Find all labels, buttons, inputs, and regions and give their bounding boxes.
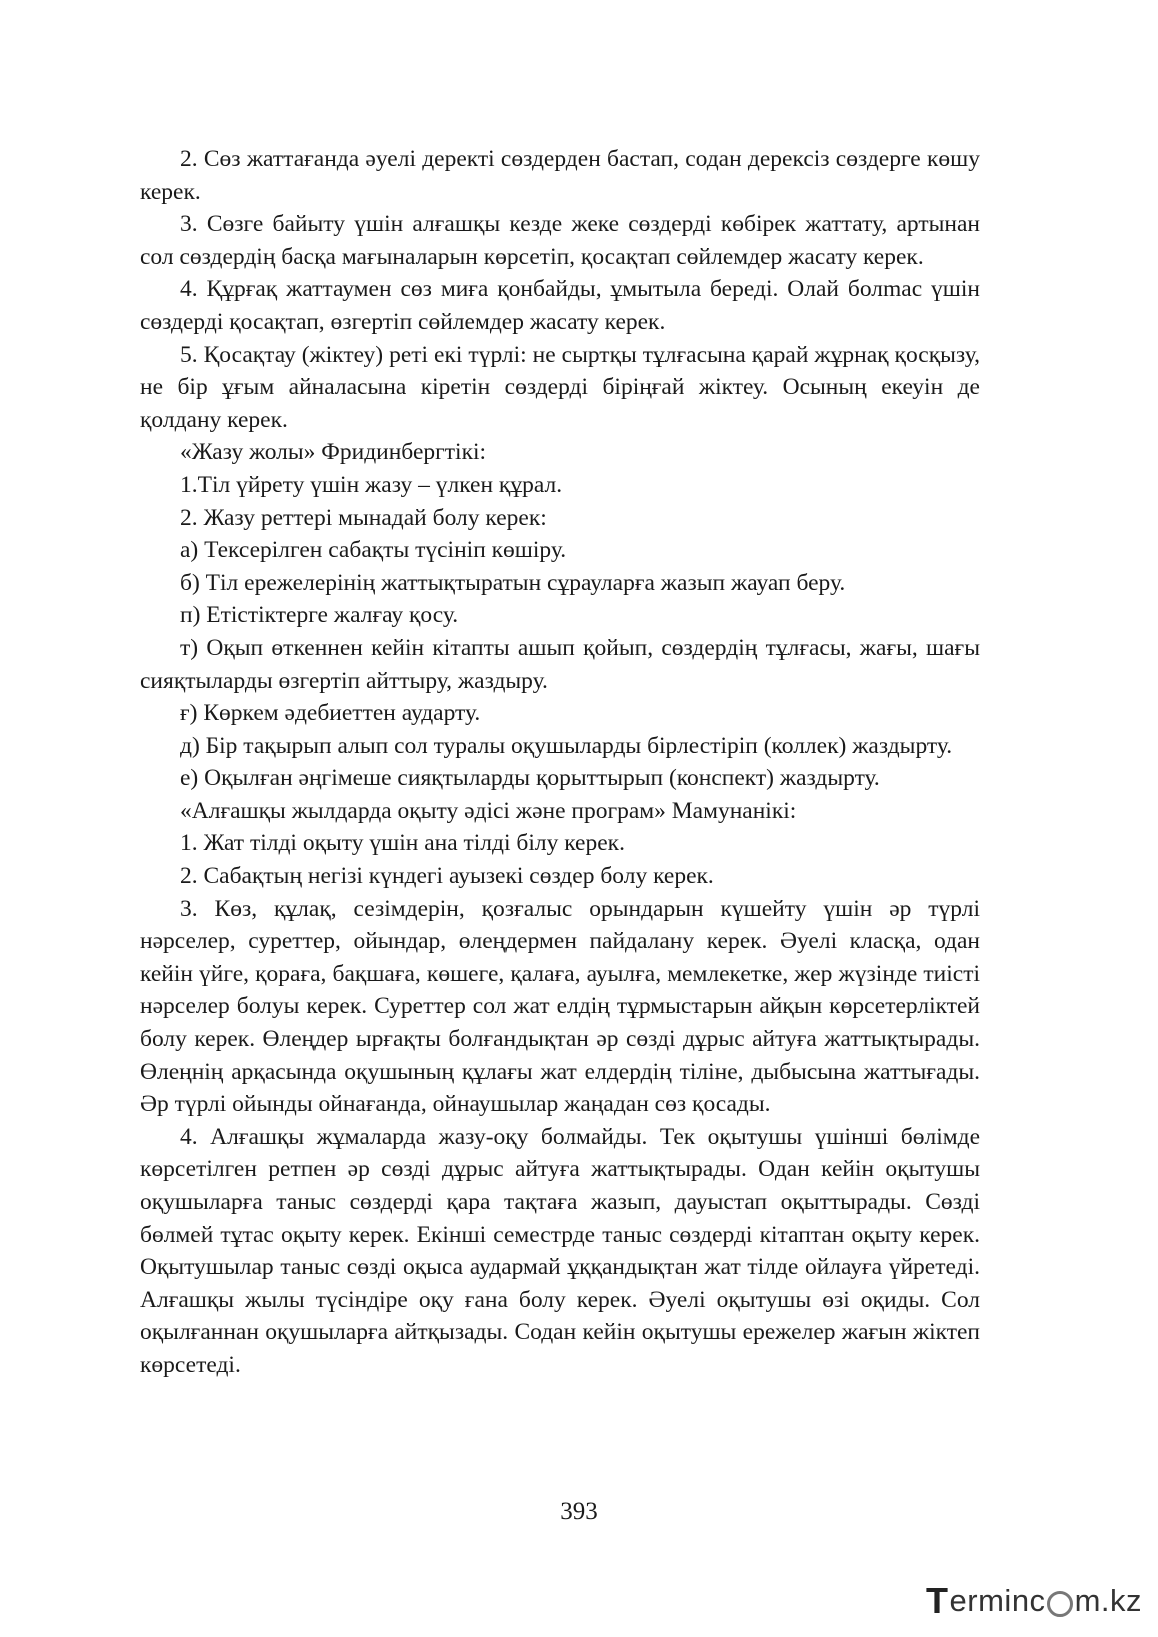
watermark-text-part1: erminc	[949, 1583, 1046, 1618]
paragraph-5: «Жазу жолы» Фридинбергтікі:	[180, 439, 487, 466]
paragraph-4: 5. Қосақтау (жіктеу) реті екі түрлі: не сыртқы тұлғасына қарай жұрнақ қосқызу, не бір ұғым айналасына кіретін сөздерді біріңғай жіктеу. Осының екеуін де қолдану керек.	[140, 341, 980, 433]
paragraph-10: п) Етістіктерге жалғау қосу.	[180, 602, 459, 629]
paragraph-19: 4. Алғашқы жұмаларда жазу-оқу болмайды. Тек оқытушы үшінші бөлімде көрсетілген ретпен әр сөзді дұрыс айтуға жаттықтырады. Одан кейін оқытушы оқушыларға таныс сөздерді қара тақтаға жазып, дауыстап оқыттырады. Сөзді бөлмей тұтас оқыту керек. Екінші семестрде таныс сөздерді кітаптан оқыту керек. Оқытушылар таныс сөзді оқыса аудармай ұққандықтан жат тілде ойлауға үйретеді. Алғашқы жылы түсіндіре оқу ғана болу керек. Әуелі оқытушы өзі оқиды. Сол оқылғаннан оқушыларға айтқызады. Содан кейін оқытушы ережелер жағын жіктеп көрсетеді.	[140, 1123, 980, 1378]
paragraph-11: т) Оқып өткеннен кейін кітапты ашып қойып, сөздердің тұлғасы, жағы, шағы сияқтыларды өзгертіп айттыру, жаздыру.	[140, 634, 980, 694]
watermark-t-letter: T	[926, 1580, 949, 1621]
paragraph-18: 3. Көз, құлақ, сезімдерін, қозғалыс орындарын күшейту үшін әр түрлі нәрселер, суреттер, ойындар, өлеңдермен пайдалану керек. Әуелі класқа, одан кейін үйге, қораға, бақшаға, көшеге, қалаға, ауылға, мемлекетке, жер жүзінде тиісті нәрселер болуы керек. Суреттер сол жат елдің тұрмыстарын айқын көрсетерліктей болу керек. Өлеңдер ырғақты болғандықтан әр сөзді дұрыс айтуға жаттықтырады. Өлеңнің арқасында оқушының құлағы жат елдердің тіліне, дыбысына жаттығады. Әр түрлі ойынды ойнағанда, ойнаушылар жаңадан сөз қосады.	[140, 895, 980, 1118]
watermark-logo	[926, 1581, 1142, 1621]
page-number: 393	[560, 1498, 598, 1525]
paragraph-3: 4. Құрғақ жаттаумен сөз миға қонбайды, ұмытыла береді. Олай болmас үшін сөздерді қосақтап, өзгертіп сөйлемдер жасату керек.	[140, 276, 980, 335]
watermark-text-part2: m.kz	[1074, 1583, 1142, 1618]
paragraph-7: 2. Жазу реттері мынадай болу керек:	[180, 504, 547, 531]
paragraph-13: д) Бір тақырып алып сол туралы оқушыларды бірлестіріп (коллек) жаздырту.	[180, 732, 953, 759]
paragraph-8: а) Тексерілген сабақты түсініп көшіру.	[180, 537, 567, 564]
paragraph-14: е) Оқылған әңгімеше сияқтыларды қорыттырып (конспект) жаздырту.	[180, 765, 880, 792]
paragraph-15: «Алғашқы жылдарда оқыту әдісі және програм» Мамунанікі:	[180, 797, 797, 824]
paragraph-9: б) Тіл ережелерінің жаттықтыратын сұрауларға жазып жауап беру.	[180, 569, 846, 596]
paragraph-17: 2. Сабақтың негізі күндегі ауызекі сөздер болу керек.	[180, 863, 714, 890]
page-body	[140, 143, 980, 1382]
paragraph-1: 2. Сөз жаттағанда әуелі деректі сөздерден бастап, содан дерексіз сөздерге көшу керек.	[140, 146, 980, 205]
magnifier-icon	[1047, 1591, 1073, 1617]
paragraph-2: 3. Сөзге байыту үшін алғашқы кезде жеке сөздерді көбірек жаттату, артынан сол сөздердің басқа мағыналарын көрсетіп, қосақтап сөйлемдер жасату керек.	[140, 211, 980, 270]
paragraph-12: ғ) Көркем әдебиеттен аударту.	[180, 700, 481, 727]
paragraph-16: 1. Жат тілді оқыту үшін ана тілді білу керек.	[180, 830, 625, 857]
paragraph-6: 1.Тіл үйрету үшін жазу – үлкен құрал.	[180, 471, 563, 498]
